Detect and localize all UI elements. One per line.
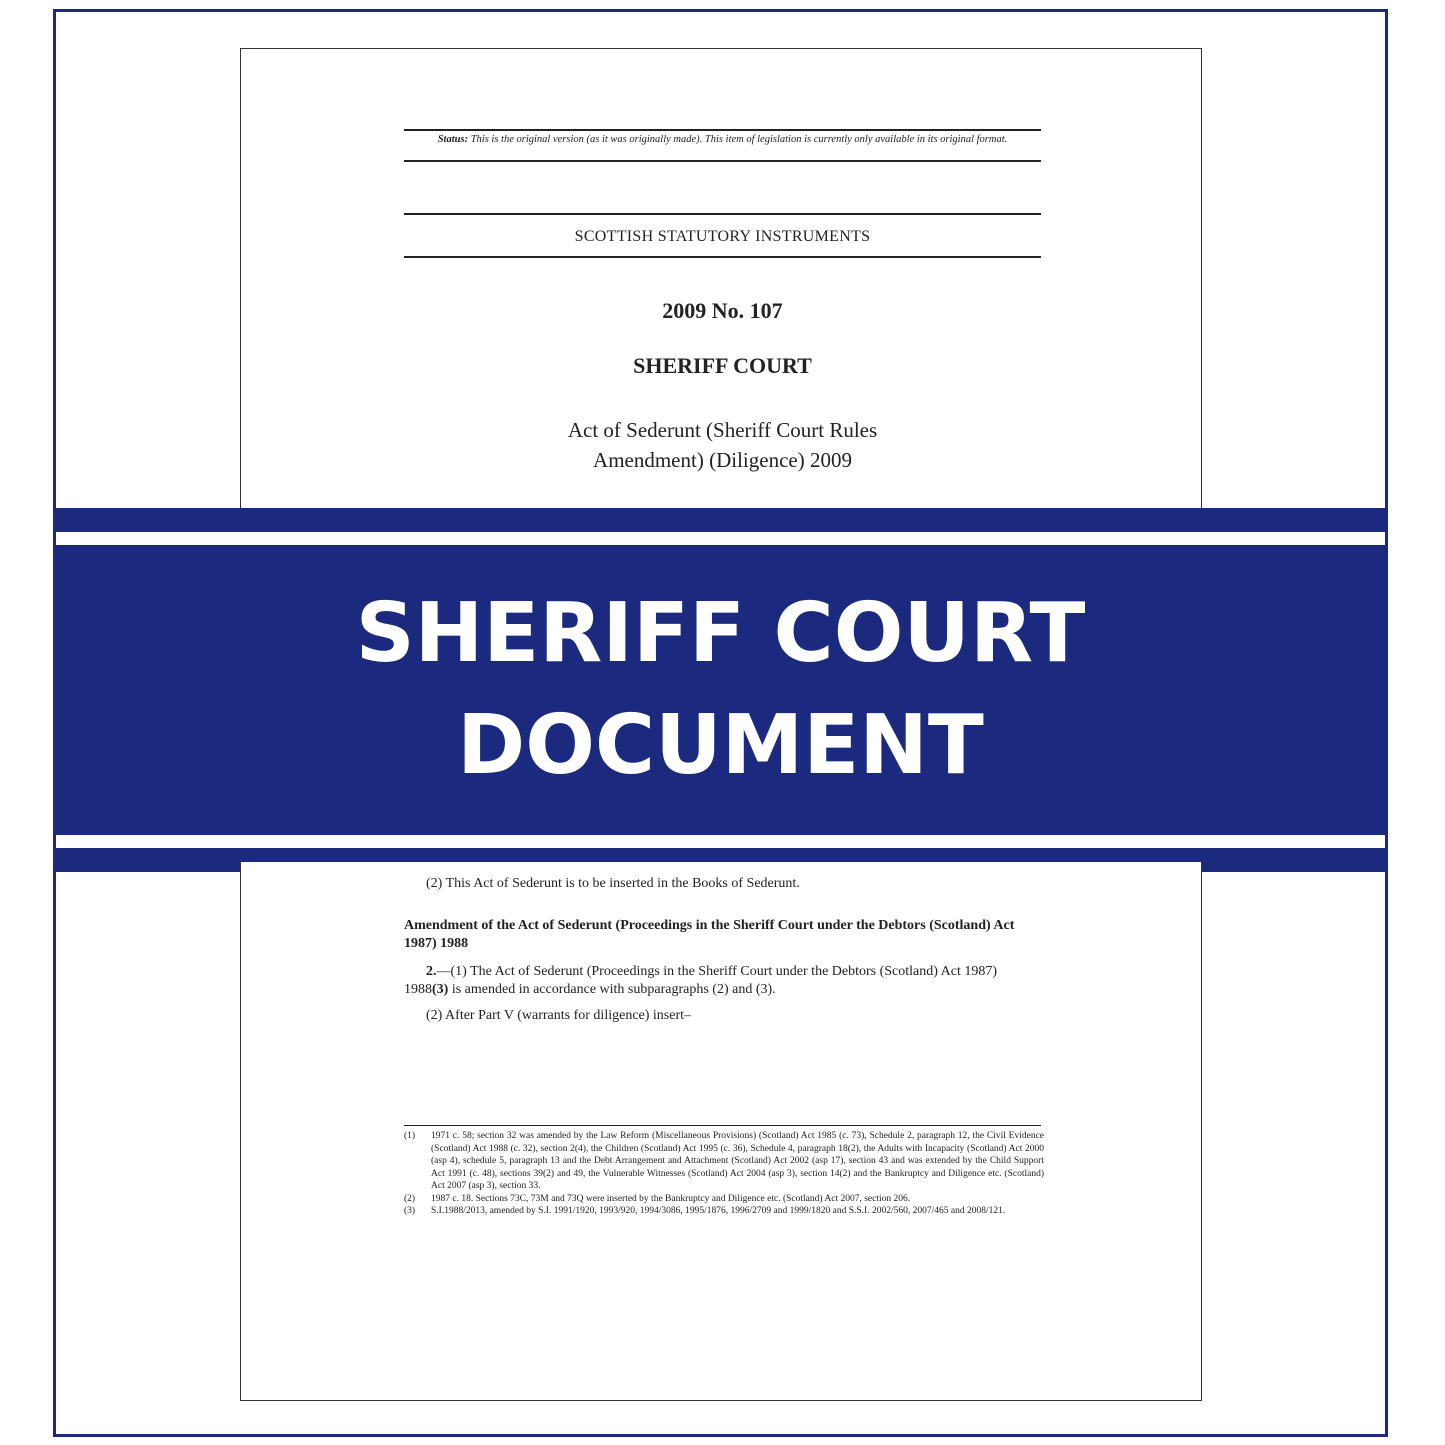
paragraph-insert: (2) After Part V (warrants for diligence) insert– (426, 1008, 692, 1023)
footnote-item (404, 1205, 1044, 1218)
banner-line-2: DOCUMENT (457, 698, 984, 793)
status-note (404, 133, 1041, 147)
footnote-rule (404, 1125, 1041, 1126)
paragraph-tail: is amended in accordance with subparagraphs (2) and (3). (448, 982, 776, 997)
series-rule-top (404, 213, 1041, 215)
instrument-number: 2009 No. 107 (662, 298, 783, 323)
amendment-heading: Amendment of the Act of Sederunt (Proceedings in the Sheriff Court under the Debtors (Scotland) Act 1987) 1988 (404, 918, 1015, 951)
instrument-title (404, 415, 1041, 475)
paragraph-amendment (404, 963, 1044, 999)
status-rule-top (404, 129, 1041, 131)
footnote-number: (3) (404, 1206, 416, 1216)
footnote-text: S.I.1988/2013, amended by S.I. 1991/1920, 1993/920, 1994/3086, 1995/1876, 1996/2709 and 1999/1820 and S.S.I. 2002/560, 2007/465 and 2008/121. (431, 1206, 1006, 1216)
series-rule-bottom (404, 256, 1041, 258)
footnote-number: (2) (404, 1193, 416, 1204)
footnote-number: (1) (404, 1131, 416, 1141)
footnote-ref: (3) (432, 982, 449, 997)
paragraph-books-of-sederunt: (2) This Act of Sederunt is to be inserted in the Books of Sederunt. (426, 876, 800, 891)
footnote-text: 1971 c. 58; section 32 was amended by the Law Reform (Miscellaneous Provisions) (Scotland) Act 1985 (c. 73), Schedule 2, paragraph 12, the Civil Evidence (Scotland) Act 1988 (c. 32), section 2(4), the Children (Scotland) Act 1995 (c. 36), Schedule 4, paragraph 18(2), the Adults with Incapacity (Scotland) Act 2000 (asp 4), schedule 5, paragraph 13 and the Debt Arrangement and Attachment (Scotland) Act 2002 (asp 17), section 43 and was extended by the Child Support Act 1991 (c. 48), sections 39(2) and 49, the Vulnerable Witnesses (Scotland) Act 2004 (asp 3), section 14(2) and the Bankruptcy and Diligence etc. (Scotland) Act 2007 (asp 3), section 33. (431, 1131, 1044, 1191)
banner-line-1: SHERIFF COURT (355, 586, 1086, 681)
title-banner (53, 545, 1388, 835)
status-text: This is the original version (as it was originally made). This item of legislation is currently only available in its original format. (470, 134, 1008, 145)
footnote-text: 1987 c. 18. Sections 73C, 73M and 73Q were inserted by the Bankruptcy and Diligence etc. (Scotland) Act 2007, section 206. (431, 1193, 911, 1204)
footnotes (404, 1130, 1044, 1218)
footnote-item (404, 1130, 1044, 1193)
divider-band-top (53, 508, 1388, 532)
status-label: Status: (437, 134, 469, 145)
title-line-2: Amendment) (Diligence) 2009 (593, 448, 852, 472)
series-title: SCOTTISH STATUTORY INSTRUMENTS (574, 228, 871, 245)
paragraph-text: —(1) The Act of Sederunt (Proceedings in the Sheriff Court under the Debtors (Scotland) Act 1987) 1988 (404, 964, 998, 997)
paragraph-number: 2. (426, 964, 437, 979)
title-line-1: Act of Sederunt (Sheriff Court Rules (567, 418, 878, 442)
footnote-item (404, 1193, 1044, 1206)
instrument-subject: SHERIFF COURT (633, 353, 812, 378)
status-rule-bottom (404, 160, 1041, 162)
